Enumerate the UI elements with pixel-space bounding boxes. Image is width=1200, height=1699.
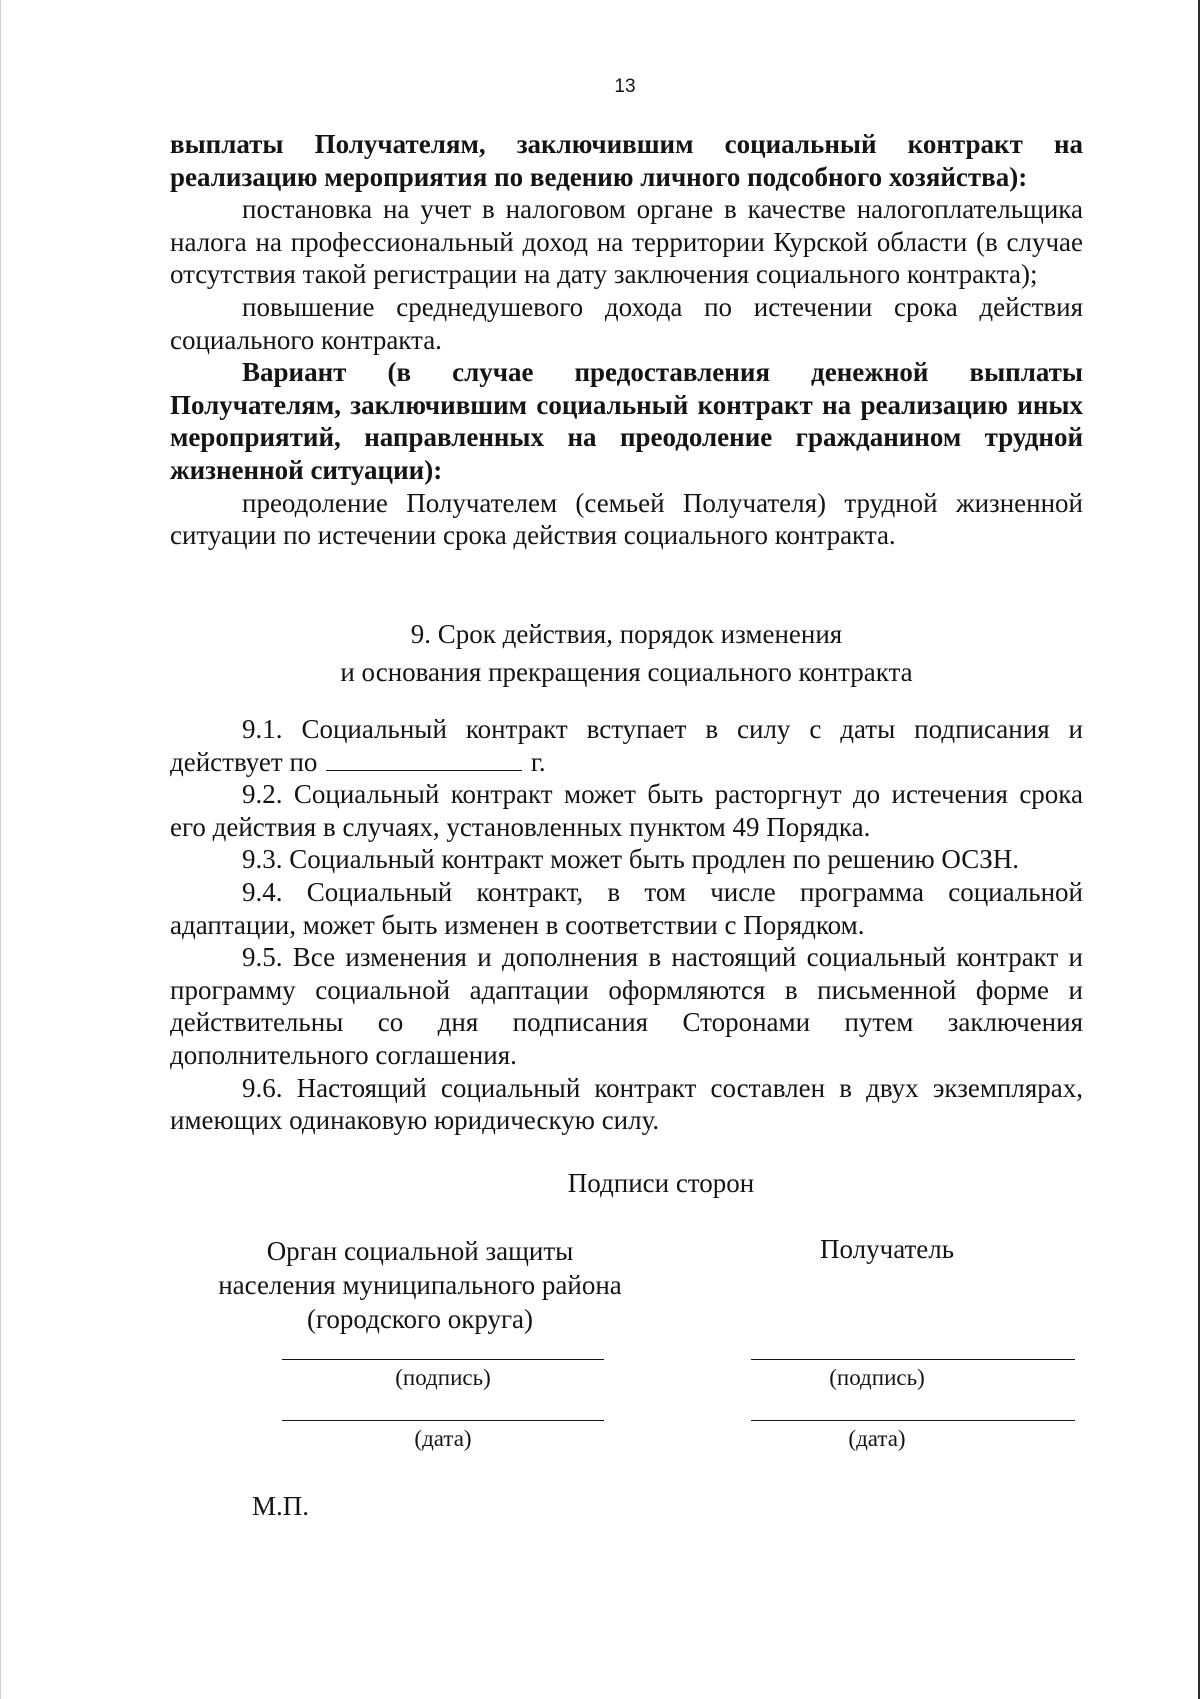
page-edge-left [0, 0, 1, 1699]
paragraph-overcoming-situation: преодоление Получателем (семьей Получателя) трудной жизненной ситуации по истечении срока действия социального контракта. [170, 487, 1083, 551]
clause-9-4: 9.4. Социальный контракт, в том числе программа социальной адаптации, может быть изменен в соответствии с Порядком. [170, 876, 1083, 940]
page-number: 13 [614, 76, 636, 97]
paragraph-income-increase: повышение среднедушевого дохода по истечении срока действия социального контракта. [170, 291, 1083, 355]
date-fill-blank [326, 750, 522, 771]
section-heading-line1: 9. Срок действия, порядок изменения [410, 619, 843, 649]
left-signature-line [282, 1359, 604, 1360]
paragraph-bold-variant: Вариант (в случае предоставления денежной выплаты Получателям, заключившим социальный контракт на реализацию иных мероприятий, направленных на преодоление гражданином трудной жизненной ситуации): [170, 357, 1083, 485]
left-date-caption: (дата) [414, 1426, 472, 1451]
left-party-line1: Орган социальной защиты [266, 1236, 574, 1266]
paragraph-tax-registration: постановка на учет в налоговом органе в качестве налогоплательщика налога на профессиональный доход на территории Курской области (в случае отсутствия такой регистрации на дату заключения социального контракта); [170, 194, 1083, 290]
right-date-caption: (дата) [848, 1426, 906, 1451]
clause-9-5: 9.5. Все изменения и дополнения в настоящий социальный контракт и программу социальной адаптации оформляются в письменной форме и действительны со дня подписания Сторонами путем заключения дополнительного соглашения. [170, 942, 1083, 1070]
left-party-line3: (городского округа) [306, 1304, 534, 1334]
clause-9-2: 9.2. Социальный контракт может быть расторгнут до истечения срока его действия в случаях, установленных пунктом 49 Порядка. [170, 779, 1083, 842]
left-date-line [282, 1420, 604, 1421]
section-9-body [170, 713, 1083, 1137]
left-party-line2: населения муниципального района [218, 1270, 622, 1300]
right-signature-line [751, 1359, 1075, 1360]
clause-9-3: 9.3. Социальный контракт может быть продлен по решению ОСЗН. [242, 844, 1020, 875]
clause-9-1-text: 9.1. Социальный контракт вступает в силу с даты подписания и действует по [170, 714, 1083, 777]
right-party-name: Получатель [820, 1234, 955, 1264]
section-heading [170, 615, 1083, 691]
signatures-title: Подписи сторон [567, 1168, 755, 1198]
document-body [170, 128, 1083, 552]
section-heading-line2: и основания прекращения социального контракта [340, 657, 913, 687]
right-date-line [751, 1420, 1075, 1421]
right-signature-caption: (подпись) [829, 1365, 925, 1390]
clause-9-6: 9.6. Настоящий социальный контракт составлен в двух экземплярах, имеющих одинаковую юридическую силу. [170, 1072, 1083, 1136]
stamp-mark: М.П. [252, 1491, 310, 1521]
left-party-name [170, 1234, 670, 1336]
clause-9-1 [170, 713, 1083, 778]
clause-9-1-suffix: г. [530, 746, 546, 777]
left-signature-caption: (подпись) [395, 1365, 491, 1390]
paragraph-bold-lph: выплаты Получателям, заключившим социальный контракт на реализацию мероприятия по ведению личного подсобного хозяйства): [170, 129, 1083, 192]
